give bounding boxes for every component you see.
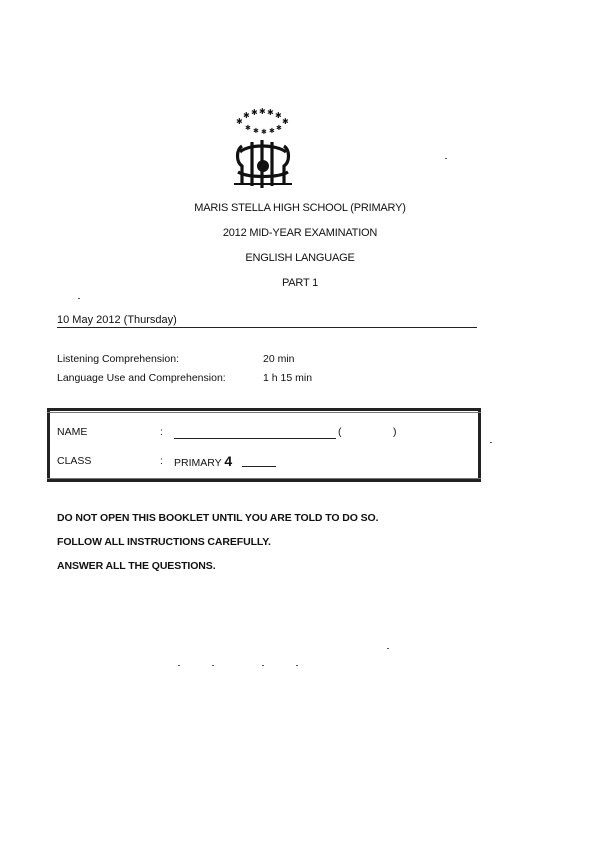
svg-text:✱: ✱ [251, 108, 258, 117]
class-colon: : [160, 455, 163, 467]
box-rule-top [47, 412, 481, 413]
student-details-box [47, 408, 481, 482]
listening-label: Listening Comprehension: [57, 353, 179, 365]
exam-date: 10 May 2012 (Thursday) [57, 314, 477, 328]
scan-speck [296, 665, 298, 666]
class-section-field[interactable] [242, 466, 276, 467]
scan-speck [387, 648, 389, 649]
svg-text:✱: ✱ [259, 107, 266, 116]
svg-text:✱: ✱ [261, 128, 267, 136]
part-title: PART 1 [281, 277, 319, 289]
register-number-close: ) [393, 426, 397, 438]
exam-title: 2012 MID-YEAR EXAMINATION [222, 227, 378, 239]
instruction-follow: FOLLOW ALL INSTRUCTIONS CAREFULLY. [57, 536, 271, 548]
svg-text:✱: ✱ [275, 111, 282, 120]
school-crest-icon [228, 106, 298, 192]
listening-duration: 20 min [263, 353, 295, 365]
svg-text:✱: ✱ [245, 124, 251, 132]
svg-text:✱: ✱ [243, 111, 250, 120]
instruction-do-not-open: DO NOT OPEN THIS BOOKLET UNTIL YOU ARE TOLD TO DO SO. [57, 512, 379, 524]
class-value [174, 453, 232, 469]
register-number-open: ( [338, 426, 342, 438]
svg-text:✱: ✱ [267, 108, 274, 117]
class-label: CLASS [57, 455, 92, 467]
svg-text:✱: ✱ [276, 124, 282, 132]
name-colon: : [160, 426, 163, 438]
school-name: MARIS STELLA HIGH SCHOOL (PRIMARY) [194, 202, 406, 214]
svg-text:✱: ✱ [236, 117, 243, 126]
svg-text:✱: ✱ [282, 117, 289, 126]
scan-speck [78, 298, 80, 299]
scan-speck [212, 665, 214, 666]
svg-text:✱: ✱ [253, 127, 259, 135]
subject-title: ENGLISH LANGUAGE [245, 252, 355, 264]
language-use-duration: 1 h 15 min [263, 372, 313, 384]
instruction-answer-all: ANSWER ALL THE QUESTIONS. [57, 560, 216, 572]
class-prefix: PRIMARY [174, 457, 222, 469]
scan-speck [490, 442, 492, 443]
name-label: NAME [57, 426, 88, 438]
scan-speck [262, 665, 264, 666]
box-rule-bottom [47, 478, 481, 479]
language-use-label: Language Use and Comprehension: [57, 372, 226, 384]
scan-speck [178, 665, 180, 666]
name-field[interactable] [174, 438, 336, 439]
svg-text:✱: ✱ [269, 127, 275, 135]
class-number: 4 [224, 453, 233, 469]
scan-speck [445, 158, 447, 159]
